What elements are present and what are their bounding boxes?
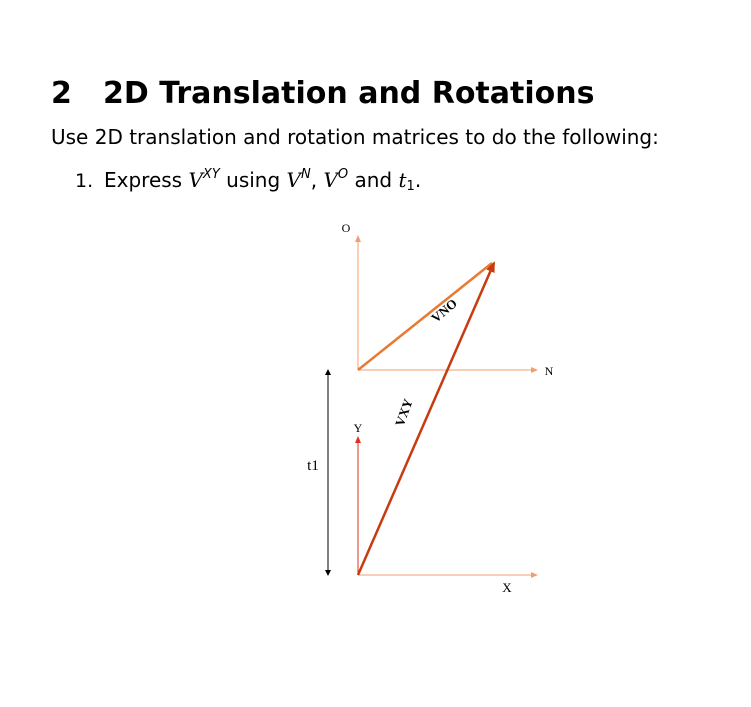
translation-label: t1 (307, 458, 319, 474)
vector-symbol: V (286, 168, 301, 192)
axis-x-label: X (502, 580, 512, 595)
vector-superscript: XY (202, 167, 220, 182)
intro-text: Use 2D translation and rotation matrices to do the following: (51, 125, 659, 149)
vector-superscript: N (300, 167, 311, 182)
list-marker: 1. (75, 170, 94, 192)
vector-no-label: VNO (428, 295, 460, 326)
task-text-using: using (226, 168, 281, 192)
section-number: 2 (51, 76, 72, 111)
axis-n-label: N (544, 364, 554, 378)
task-text-and: and (354, 168, 393, 192)
vector-xy-arrow (358, 263, 494, 575)
translation-subscript: 1 (406, 179, 415, 194)
axis-o-label: O (341, 221, 351, 235)
task-period: . (414, 168, 422, 192)
translation-symbol: t (398, 168, 407, 192)
task-comma: , (310, 168, 318, 192)
section-title: 2D Translation and Rotations (103, 76, 595, 111)
vector-symbol: V (188, 168, 203, 192)
vector-symbol: V (323, 168, 338, 192)
vector-xy-label: VXY (391, 396, 416, 429)
vector-superscript: O (337, 167, 349, 182)
task-text-express: Express (104, 168, 183, 192)
axis-y-label: Y (353, 421, 363, 435)
